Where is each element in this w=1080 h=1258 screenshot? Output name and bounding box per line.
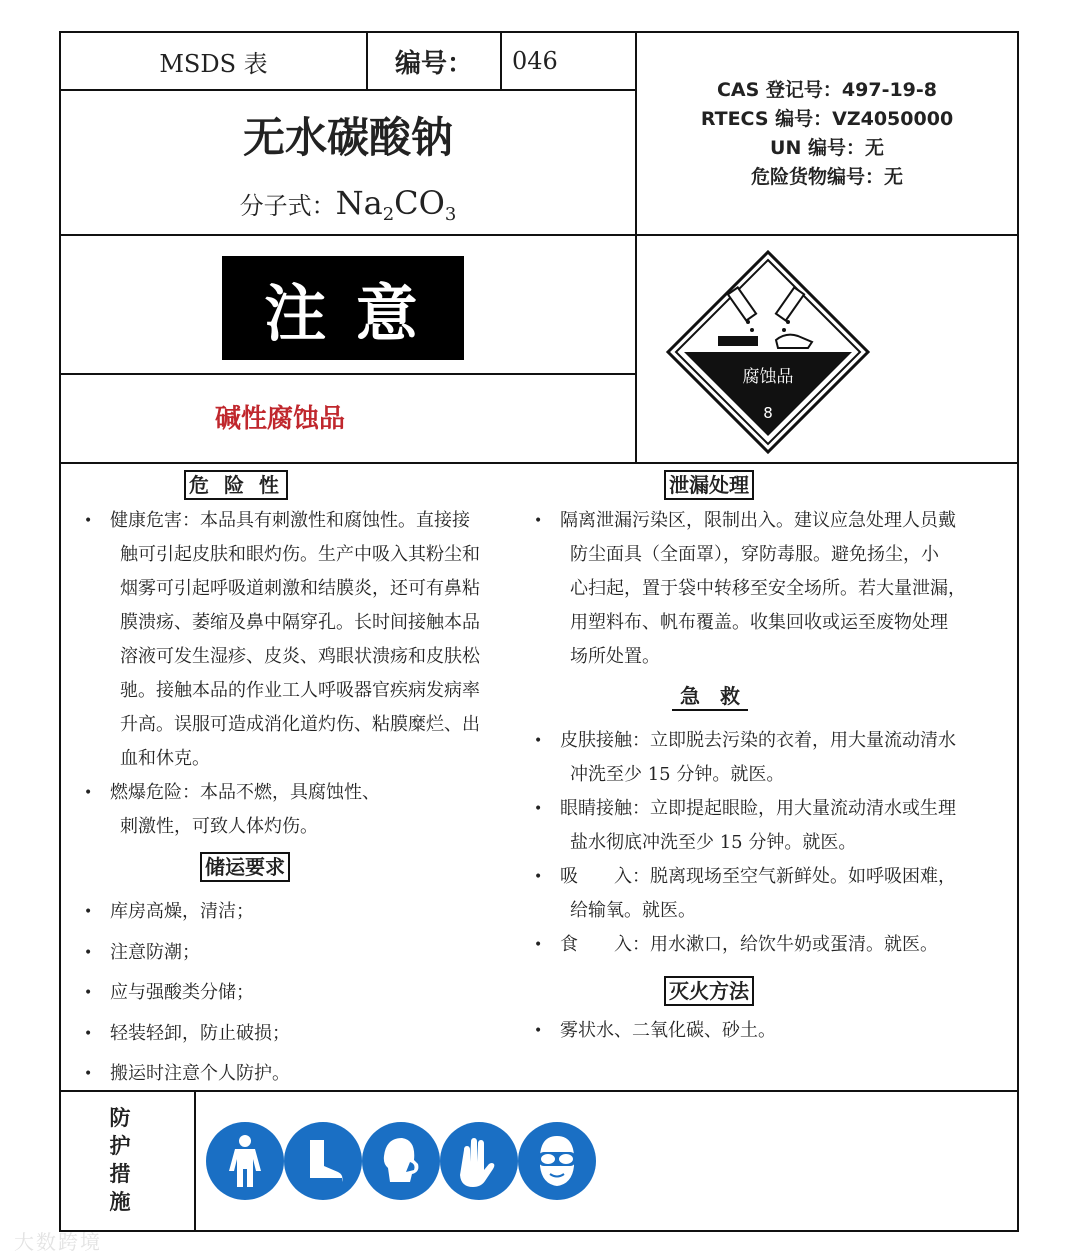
list-item: • 健康危害：本品具有刺激性和腐蚀性。直接接 触可引起皮肤和眼灼伤。生产中吸入其粉尘和 烟雾可引起呼吸道刺激和结膜炎，还可有鼻粘 膜溃疡、萎缩及鼻中隔穿孔。长时间接触本品 溶液可发生湿疹、皮炎、鸡眼状溃疡和皮肤松 驰。接触本品的作业工人呼吸器官疾病发病率 升高。误服可造成消化道灼伤、粘膜糜烂、出 血和休克。 (62, 504, 532, 776)
hazard-list (62, 504, 532, 844)
section-title-hazard: 危 险 性 (184, 470, 288, 500)
formula-part: CO (394, 184, 445, 222)
sheet-label: MSDS 表 (159, 49, 268, 78)
safety-boots-icon (284, 1122, 362, 1200)
firefighting-list (512, 1014, 1017, 1048)
divider (194, 1090, 196, 1232)
rtecs-number: RTECS 编号：VZ4050000 (700, 108, 954, 130)
first-aid-list (512, 724, 1017, 962)
safety-goggles-icon (518, 1122, 596, 1200)
section-title-firefighting: 灭火方法 (664, 976, 754, 1006)
formula-subscript: 3 (444, 203, 457, 225)
watermark: 大数跨境 (14, 1230, 102, 1254)
number-value: 046 (512, 47, 558, 75)
corrosive-pictogram (664, 248, 872, 456)
list-item: • 雾状水、二氧化碳、砂土。 (512, 1014, 1017, 1048)
storage-list (62, 892, 532, 1095)
list-item: • 应与强酸类分储； (62, 973, 532, 1014)
list-item: • 食 入：用水漱口，给饮牛奶或蛋清。就医。 (512, 928, 1017, 962)
identifier-block (637, 76, 1017, 192)
substance-name: 无水碳酸钠 (242, 113, 453, 162)
list-item: • 轻装轻卸，防止破损； (62, 1014, 532, 1055)
hazard-class: 碱性腐蚀品 (215, 404, 346, 434)
pictogram-label: 腐蚀品 (742, 367, 794, 387)
protection-label: 防 护 措 施 (109, 1106, 131, 1214)
divider (59, 234, 1019, 236)
section-title-first-aid: 急 救 (672, 683, 748, 711)
list-item: • 吸 入：脱离现场至空气新鲜处。如呼吸困难， 给输氧。就医。 (512, 860, 1017, 928)
formula-label: 分子式： (239, 192, 336, 220)
spill-list (512, 504, 1017, 674)
divider (59, 89, 636, 91)
list-item: • 库房高燥，清洁； (62, 892, 532, 933)
divider (59, 373, 636, 375)
list-item: • 隔离泄漏污染区，限制出入。建议应急处理人员戴 防尘面具（全面罩），穿防毒服。避免扬尘，小 心扫起，置于袋中转移至安全场所。若大量泄漏， 用塑料布、帆布覆盖。收集回收或运至废物处理 场所处置。 (512, 504, 1017, 674)
list-item: • 注意防潮； (62, 933, 532, 974)
formula (61, 184, 635, 230)
formula-part: Na (335, 184, 383, 222)
cas-number: CAS 登记号：497-19-8 (716, 79, 938, 101)
section-title-storage: 储运要求 (200, 852, 290, 882)
divider (59, 462, 1019, 464)
pictogram-class-number: 8 (763, 404, 773, 422)
list-item: • 眼睛接触：立即提起眼睑，用大量流动清水或生理 盐水彻底冲洗至少 15 分钟。就医。 (512, 792, 1017, 860)
formula-subscript: 2 (382, 203, 395, 225)
list-item: • 搬运时注意个人防护。 (62, 1054, 532, 1095)
dangerous-goods-number: 危险货物编号：无 (750, 166, 903, 188)
protective-gloves-icon (440, 1122, 518, 1200)
signal-word: 注 意 (222, 256, 464, 360)
protective-suit-icon (206, 1122, 284, 1200)
respirator-icon (362, 1122, 440, 1200)
list-item: • 燃爆危险：本品不燃，具腐蚀性、 刺激性，可致人体灼伤。 (62, 776, 532, 844)
un-number: UN 编号：无 (770, 137, 884, 159)
list-item: • 皮肤接触：立即脱去污染的衣着，用大量流动清水 冲洗至少 15 分钟。就医。 (512, 724, 1017, 792)
corrosive-diamond-icon (664, 248, 872, 456)
number-label: 编号： (394, 48, 473, 79)
section-title-spill: 泄漏处理 (664, 470, 754, 500)
